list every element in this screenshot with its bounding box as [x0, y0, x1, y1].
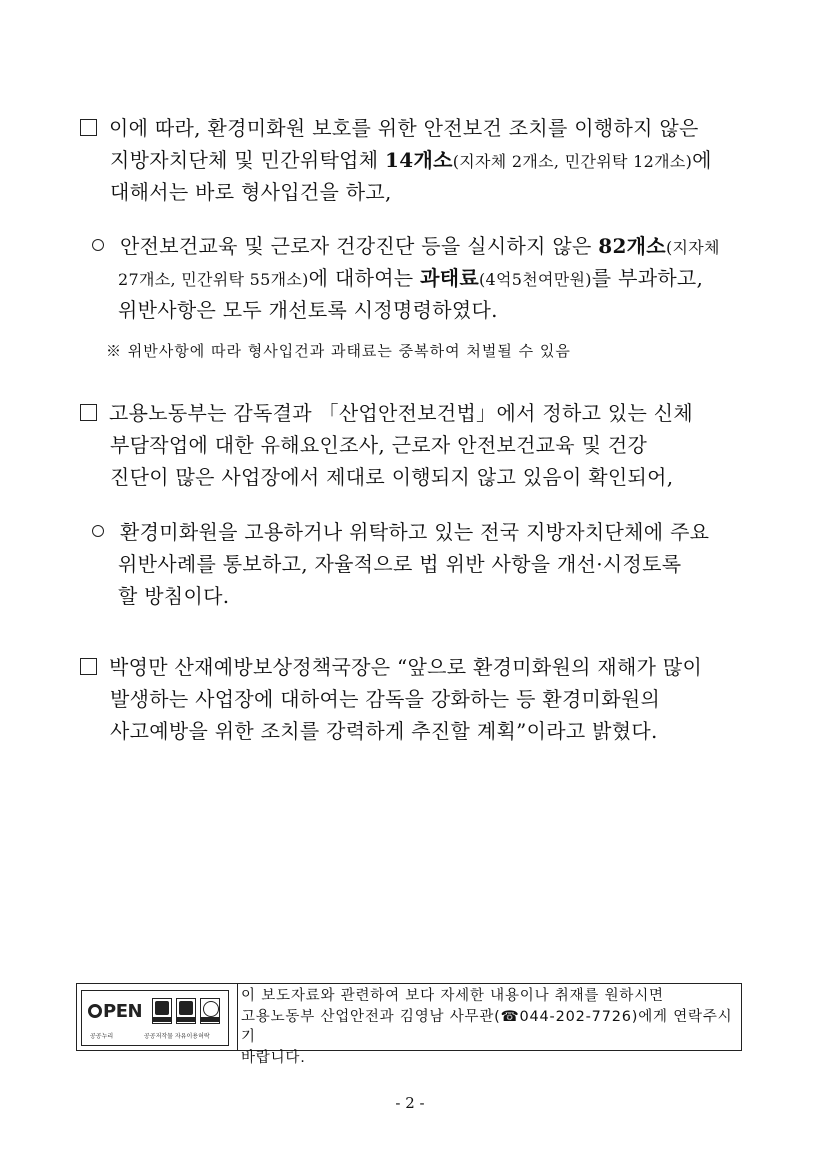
section1-line3: 대해서는 바로 형사입건을 하고,: [110, 180, 392, 204]
section1-sub-line1: 안전보건교육 및 근로자 건강진단 등을 실시하지 않은 82개소(지자체: [92, 232, 720, 262]
section1-sub-line2: 27개소, 민간위탁 55개소)에 대하여는 과태료(4억5천여만원)를 부과하고,: [118, 266, 704, 290]
section3-line2: 발생하는 사업장에 대하여는 감독을 강화하는 등 환경미화원의: [110, 687, 661, 711]
box-divider: [237, 984, 238, 1050]
square-bullet-icon: [80, 404, 97, 421]
no-derivatives-icon: [200, 998, 220, 1024]
logo-caption-2: 공공저작물 자유이용허락: [144, 1033, 210, 1040]
contact-info-box: [76, 983, 742, 1066]
open-license-logo: [81, 990, 229, 1046]
section1-line1: 이에 따라, 환경미화원 보호를 위한 안전보건 조치를 이행하지 않은: [80, 114, 746, 142]
section3-line3: 사고예방을 위한 조치를 강력하게 추진할 계획”이라고 밝혔다.: [110, 719, 658, 743]
open-o-icon: [88, 1004, 102, 1018]
circle-bullet-icon: [92, 239, 104, 251]
section2-sub-line1: 환경미화원을 고용하거나 위탁하고 있는 전국 지방자치단체에 주요: [92, 518, 709, 546]
circle-bullet-icon: [92, 525, 104, 537]
section2-line1: 고용노동부는 감독결과 「산업안전보건법」에서 정하고 있는 신체: [80, 399, 746, 427]
section2-line2: 부담작업에 대한 유해요인조사, 근로자 안전보건교육 및 건강: [110, 433, 648, 457]
open-logo-text: PEN: [88, 1001, 142, 1022]
contact-text: [241, 986, 741, 1068]
section3-line1: 박영만 산재예방보상정책국장은 “앞으로 환경미화원의 재해가 많이: [80, 653, 702, 681]
section1-note: ※ 위반사항에 따라 형사입건과 과태료는 중복하여 처벌될 수 있음: [106, 342, 571, 360]
section2-sub-line3: 할 방침이다.: [118, 584, 230, 608]
square-bullet-icon: [80, 119, 97, 136]
non-commercial-icon: [176, 998, 196, 1024]
contact-line3: 바랍니다.: [241, 1049, 306, 1066]
square-bullet-icon: [80, 658, 97, 675]
contact-line2: 고용노동부 산업안전과 김영남 사무관(☎044-202-7726)에게 연락주시기: [241, 1008, 733, 1045]
logo-caption: 공공누리: [90, 1033, 114, 1040]
section2-sub-line2: 위반사례를 통보하고, 자율적으로 법 위반 사항을 개선·시정토록: [118, 552, 682, 576]
attribution-icon: [152, 998, 172, 1024]
page-number: - 2 -: [395, 1094, 425, 1112]
section2-line3: 진단이 많은 사업장에서 제대로 이행되지 않고 있음이 확인되어,: [110, 465, 674, 489]
contact-line1: 이 보도자료와 관련하여 보다 자세한 내용이나 취재를 원하시면: [241, 988, 664, 1004]
section1-sub-line3: 위반사항은 모두 개선토록 시정명령하였다.: [118, 298, 498, 322]
section1-line2: 지방자치단체 및 민간위탁업체 14개소(지자체 2개소, 민간위탁 12개소)에: [110, 148, 712, 172]
